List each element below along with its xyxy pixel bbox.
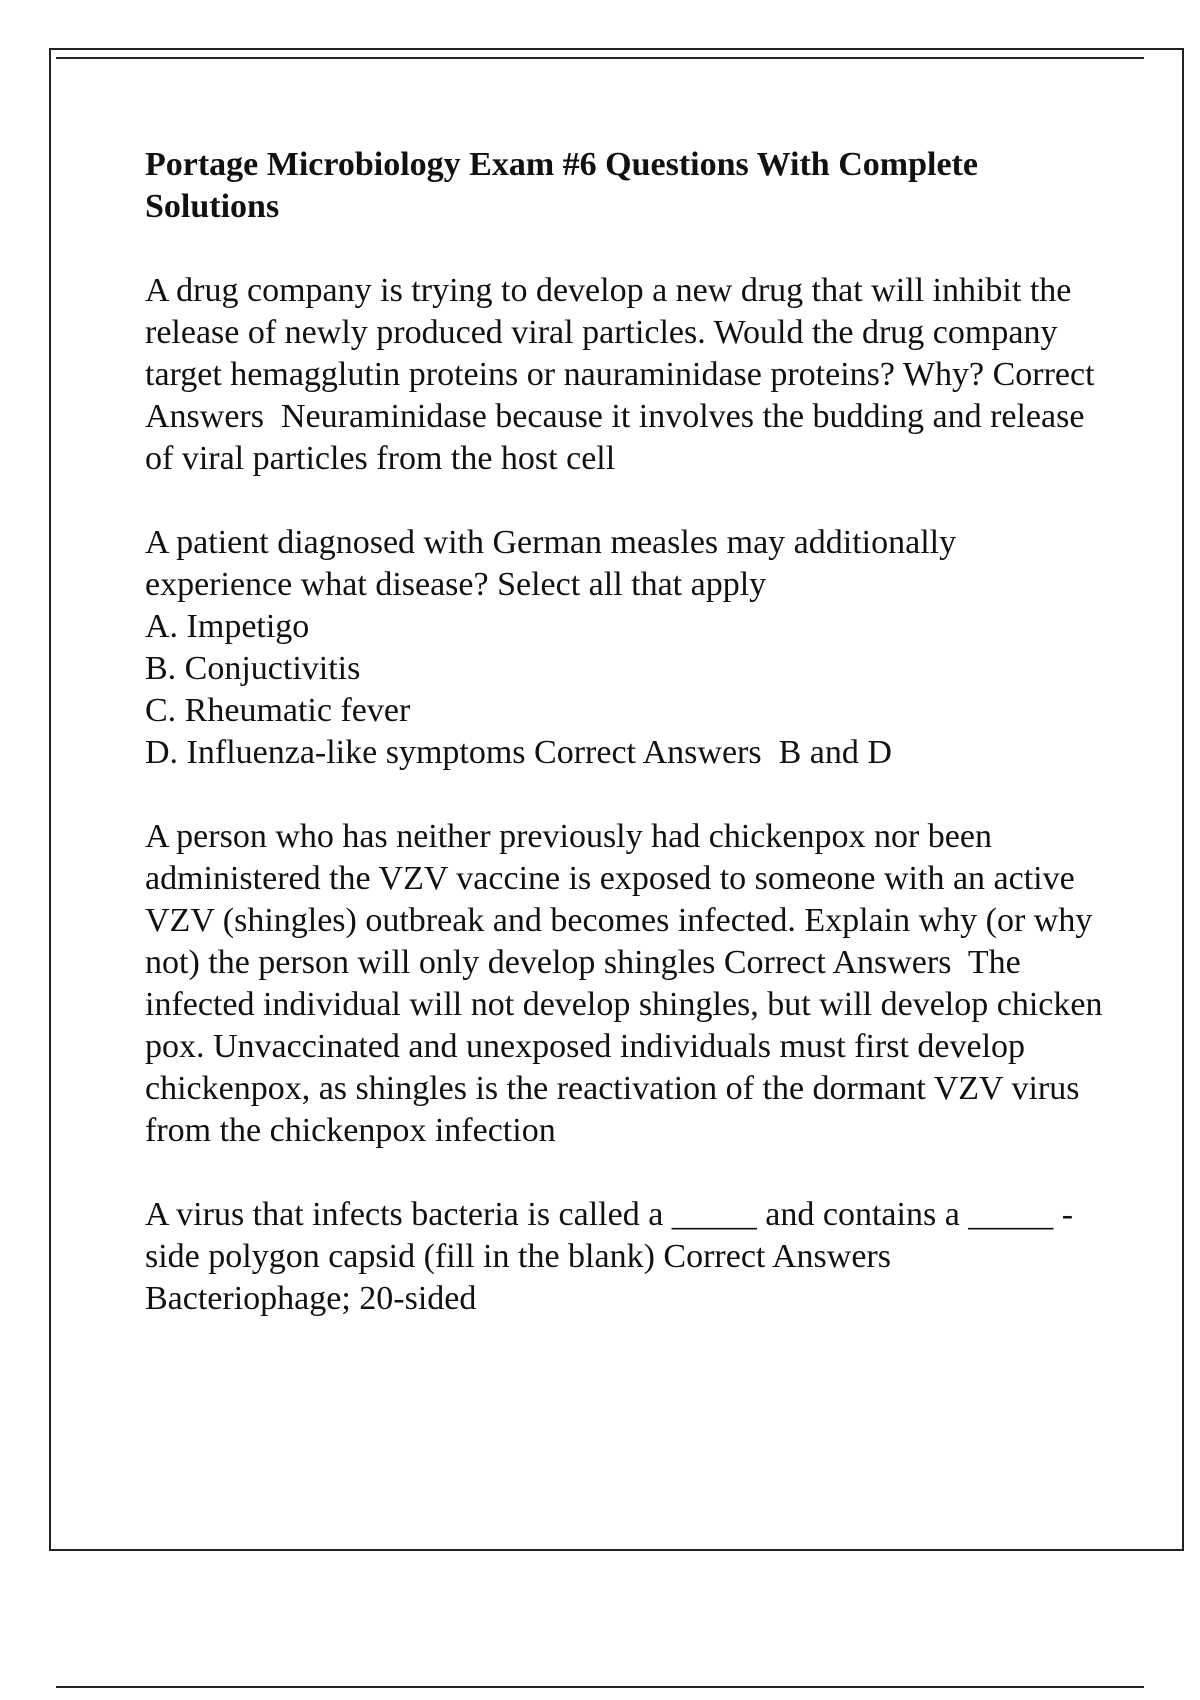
answer-label: Correct Answers bbox=[723, 944, 952, 981]
frame-top-rule bbox=[56, 57, 1144, 59]
qa-item-3 bbox=[145, 816, 1105, 1152]
question-text: A drug company is trying to develop a new drug that will inhibit the release of newly produced viral particles. Would the drug company target hemagglutin proteins or nauraminidase proteins? Why? bbox=[145, 272, 1072, 393]
document-title: Portage Microbiology Exam #6 Questions With Complete Solutions bbox=[145, 146, 978, 225]
option-d: D. Influenza-like symptoms bbox=[145, 734, 526, 771]
qa-item-4 bbox=[145, 1194, 1105, 1320]
answer-text: B and D bbox=[778, 734, 892, 771]
qa-text bbox=[145, 522, 1105, 774]
answer-text: The infected individual will not develop shingles, but will develop chicken pox. Unvaccinated and unexposed individuals must first develop chickenpox, as shingles is the reactivation of the dormant VZV virus from the chickenpox infection bbox=[145, 944, 1103, 1149]
footer-rule bbox=[56, 1686, 1144, 1688]
question-text: A patient diagnosed with German measles may additionally experience what disease? Select all that apply bbox=[145, 524, 957, 603]
qa-item-1 bbox=[145, 270, 1105, 480]
option-b: B. Conjuctivitis bbox=[145, 650, 361, 687]
qa-text bbox=[145, 270, 1105, 480]
document-body bbox=[145, 144, 1105, 1362]
answer-label: Correct Answers bbox=[145, 356, 1095, 435]
qa-item-2 bbox=[145, 522, 1105, 774]
qa-text bbox=[145, 1194, 1105, 1320]
option-c: C. Rheumatic fever bbox=[145, 692, 411, 729]
option-a: A. Impetigo bbox=[145, 608, 310, 645]
qa-text bbox=[145, 816, 1105, 1152]
question-text: A virus that infects bacteria is called a _____ and contains a _____ -side polygon capsid (fill in the blank) bbox=[145, 1196, 1074, 1275]
answer-label: Correct Answers bbox=[663, 1238, 891, 1275]
answer-text: Neuraminidase because it involves the budding and release of viral particles from the host cell bbox=[145, 398, 1085, 477]
answer-label: Correct Answers bbox=[534, 734, 762, 771]
answer-text: Bacteriophage; 20-sided bbox=[145, 1280, 477, 1317]
question-text: A person who has neither previously had chickenpox nor been administered the VZV vaccine is exposed to someone with an active VZV (shingles) outbreak and becomes infected. Explain why (or why not) the person will only develop shingles bbox=[145, 818, 1093, 981]
